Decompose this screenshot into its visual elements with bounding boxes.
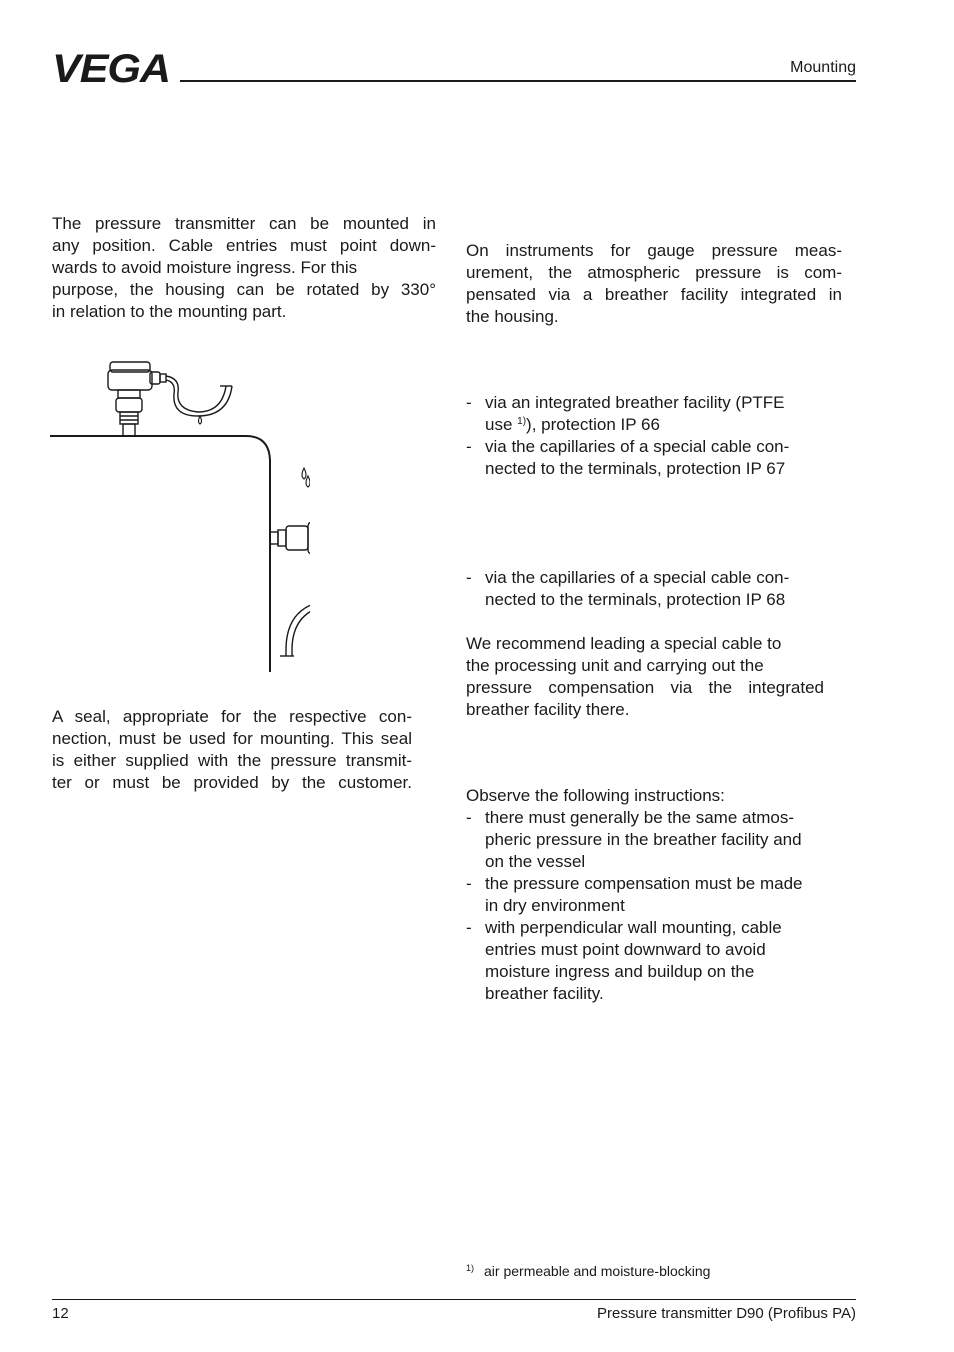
gauge-line: pensated via a breather facility integrated in — [466, 285, 842, 304]
top-transmitter — [108, 362, 232, 436]
breather-options-list — [466, 392, 846, 480]
recommend-line: the processing unit and carrying out the — [466, 656, 764, 675]
mounting-illustration — [50, 352, 310, 674]
list-item: - with perpendicular wall mounting, cable entries must point downward to avoid moisture ingress and buildup on the breather facility. — [466, 918, 782, 1003]
recommend-line: We recommend leading a special cable to — [466, 634, 782, 653]
water-drops — [199, 416, 311, 487]
gauge-pressure-paragraph — [466, 240, 842, 328]
intro-line: in relation to the mounting part. — [52, 302, 287, 321]
intro-line: purpose, the housing can be rotated by 330° — [52, 280, 436, 299]
list-item: - there must generally be the same atmos- pheric pressure in the breather facility and on the vessel — [466, 808, 802, 871]
vega-logo — [52, 50, 172, 86]
footnote-text: air permeable and moisture-blocking — [484, 1263, 711, 1279]
seal-paragraph — [52, 706, 412, 794]
intro-line: The pressure transmitter can be mounted in — [52, 214, 436, 233]
seal-line: nection, must be used for mounting. This seal — [52, 729, 412, 748]
gauge-line: urement, the atmospheric pressure is com- — [466, 263, 842, 282]
ip68-options-list — [466, 567, 846, 611]
document-title: Pressure transmitter D90 (Profibus PA) — [597, 1305, 856, 1322]
seal-line: is either supplied with the pressure transmit- — [52, 751, 412, 770]
footnote-ref: 1) — [517, 416, 527, 427]
list-item: - via the capillaries of a special cable con- nected to the terminals, protection IP 68 — [466, 568, 790, 609]
gauge-line: On instruments for gauge pressure meas- — [466, 241, 842, 260]
gauge-line: the housing. — [466, 307, 559, 326]
footer-rule — [52, 1299, 856, 1300]
recommend-line: pressure compensation via the integrated — [466, 678, 824, 697]
recommend-paragraph — [466, 633, 824, 721]
intro-line: wards to avoid moisture ingress. For this — [52, 258, 358, 277]
seal-line: A seal, appropriate for the respective con- — [52, 707, 412, 726]
instructions-list — [466, 807, 850, 1005]
footnote — [466, 1263, 710, 1279]
intro-paragraph — [52, 213, 436, 323]
list-item: - via the capillaries of a special cable con- nected to the terminals, protection IP 67 — [466, 437, 790, 478]
list-item: - the pressure compensation must be made in dry environment — [466, 874, 803, 915]
recommend-line: breather facility there. — [466, 700, 630, 719]
observe-intro: Observe the following instructions: — [466, 786, 725, 805]
page-number: 12 — [52, 1305, 69, 1322]
section-title: Mounting — [790, 59, 856, 76]
side-transmitter — [270, 514, 310, 656]
header-rule — [180, 80, 856, 82]
footnote-mark: 1) — [466, 1263, 475, 1273]
list-item: - via an integrated breather facility (PTFE use $^{1)}$), protection IP 66 — [466, 393, 785, 434]
intro-line: any position. Cable entries must point down- — [52, 236, 436, 255]
seal-line: ter or must be provided by the customer. — [52, 773, 412, 792]
svg-text:VEGA: VEGA — [52, 50, 170, 86]
